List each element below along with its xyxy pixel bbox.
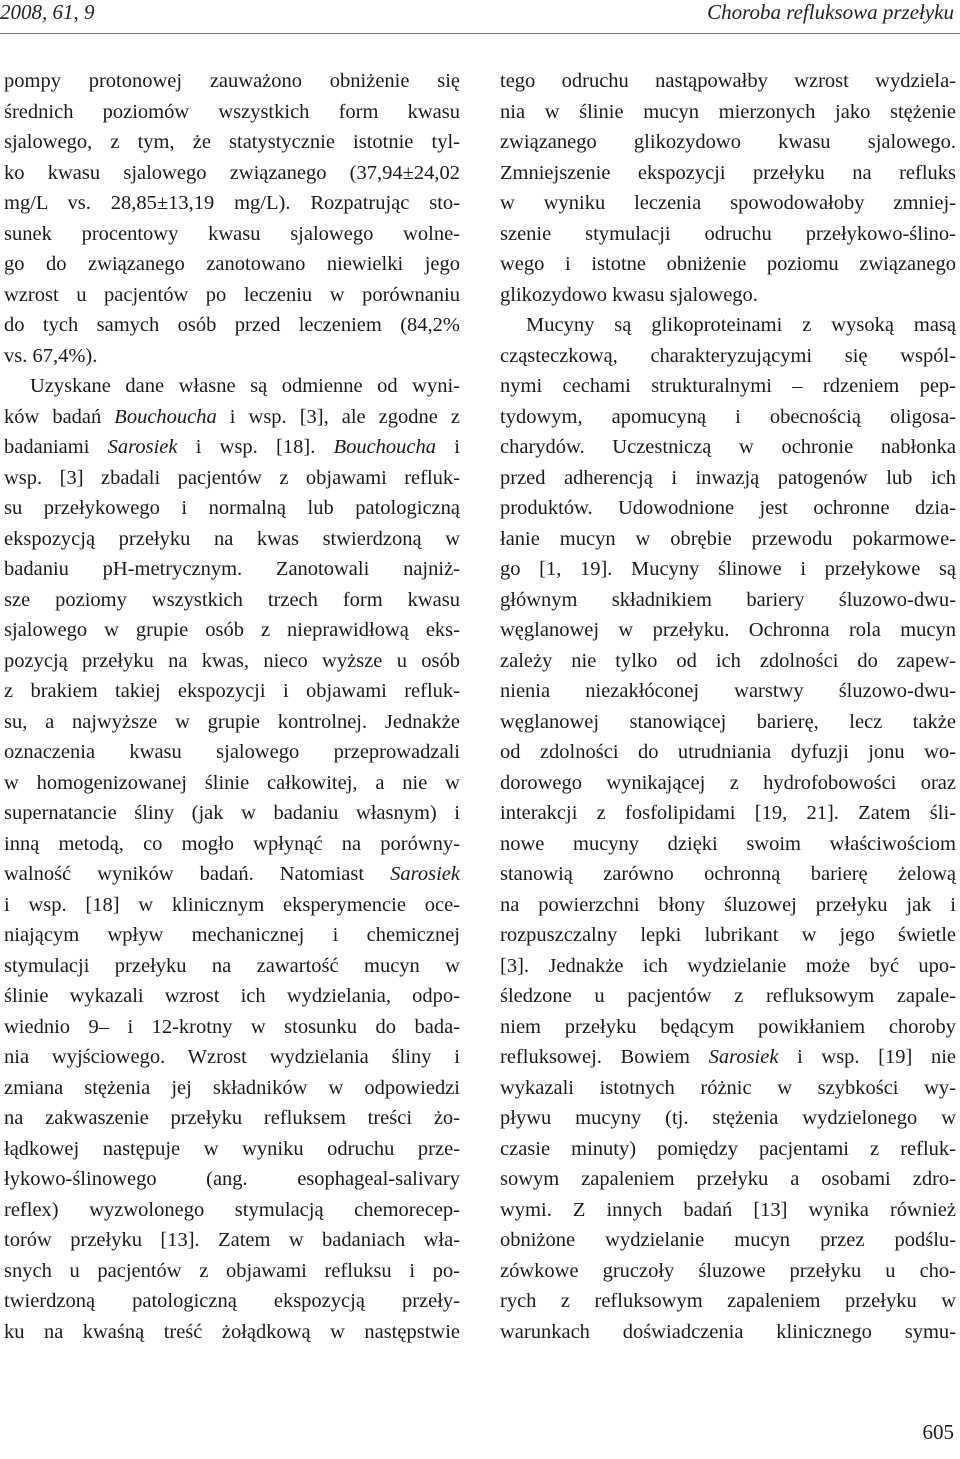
text-line [500, 1103, 956, 1134]
text-segment: i wsp. [18]. [177, 436, 334, 458]
text-segment: pływu mucyny (tj. stężenia wydzielonego w [500, 1107, 956, 1129]
text-line [4, 981, 460, 1012]
text-line [500, 859, 956, 890]
text-segment: vs. 67,4%). [4, 344, 98, 367]
text-line [4, 1225, 460, 1256]
text-segment: glikozydowo kwasu sjalowego. [500, 283, 758, 306]
text-line [500, 66, 956, 97]
text-segment: nienia niezakłóconej warstwy śluzowo-dwu- [500, 680, 956, 702]
text-segment: sjalowego w grupie osób z nieprawidłową eks- [4, 619, 460, 641]
text-segment: tydowym, apomucyną i obecnością oligosa- [500, 405, 956, 428]
text-segment: ślinie wykazali wzrost ich wydzielania, odpo- [4, 985, 460, 1007]
text-segment: w homogenizowanej ślinie całkowitej, a nie w [4, 771, 460, 794]
text-segment: i [436, 436, 460, 458]
text-line [4, 798, 460, 829]
text-segment: produktów. Udowodnione jest ochronne dzia- [500, 497, 956, 519]
text-segment: badaniami [4, 436, 108, 458]
text-line [500, 493, 956, 524]
text-line [500, 402, 956, 433]
text-line [4, 402, 460, 433]
text-segment: nowe mucyny dzięki swoim właściwościom [500, 832, 956, 855]
text-line [4, 1012, 460, 1043]
text-segment: i wsp. [3], ale zgodne z [216, 405, 460, 428]
text-segment: nymi cechami strukturalnymi – rdzeniem pep- [500, 375, 956, 397]
text-segment: go do związanego zanotowano niewielki jego [4, 253, 460, 275]
text-segment: wego i istotne obniżenie poziomu związanego [500, 253, 956, 275]
text-line [4, 158, 460, 189]
text-segment: nia w ślinie mucyn mierzonych jako stężenie [500, 100, 956, 123]
text-segment: inną metodą, co mogło wpłynąć na porówny- [4, 832, 460, 855]
text-line [4, 1042, 460, 1073]
text-line [500, 1073, 956, 1104]
running-header [0, 0, 960, 24]
text-line [4, 341, 460, 372]
text-segment: na powierzchni błony śluzowej przełyku jak i [500, 893, 956, 916]
text-line [4, 1256, 460, 1287]
text-segment: i wsp. [19] nie [778, 1046, 956, 1068]
text-segment: związanego glikozydowo kwasu sjalowego. [500, 131, 956, 153]
article-running-title: Choroba refluksowa przełyku [707, 0, 954, 24]
right-text-column [500, 66, 956, 1347]
text-line [4, 97, 460, 128]
text-segment: od zdolności do utrudniania dyfuzji jonu wo- [500, 741, 956, 763]
text-line [4, 829, 460, 860]
text-line [4, 1286, 460, 1317]
text-line [500, 920, 956, 951]
text-line [4, 585, 460, 616]
text-line [500, 890, 956, 921]
text-segment: rozpuszczalny lepki lubrikant w jego świetle [500, 924, 956, 946]
text-segment: niającym wpływ mechanicznej i chemicznej [4, 924, 460, 946]
text-segment: zależy nie tylko od ich zdolności do zapew- [500, 649, 956, 672]
text-line [500, 1012, 956, 1043]
text-segment: do tych samych osób przed leczeniem (84,2% [4, 314, 460, 336]
text-line [500, 615, 956, 646]
text-segment: śledzone u pacjentów z refluksowym zapale- [500, 985, 956, 1007]
text-line [500, 280, 956, 311]
text-segment: interakcji z fosfolipidami [19, 21]. Zatem śli- [500, 802, 956, 824]
text-segment: rych z refluksowym zapaleniem przełyku w [500, 1290, 956, 1312]
text-segment: wiednio 9– i 12-krotny w stosunku do bada- [4, 1015, 460, 1038]
left-text-column [4, 66, 460, 1347]
text-segment: obniżone wydzielanie mucyn przez podślu- [500, 1229, 956, 1251]
text-line [4, 676, 460, 707]
text-segment: wsp. [3] zbadali pacjentów z objawami refluk- [4, 466, 460, 489]
text-line [500, 981, 956, 1012]
text-segment: łanie mucyn w obrębie przewodu pokarmowe- [500, 527, 956, 550]
text-segment: stymulacji przełyku na zawartość mucyn w [4, 954, 460, 977]
text-segment: przed adherencją i inwazją patogenów lub ich [500, 466, 956, 489]
text-line [4, 920, 460, 951]
text-line [4, 463, 460, 494]
text-line [4, 310, 460, 341]
text-line [4, 432, 460, 463]
text-segment: Mucyny są glikoproteinami z wysoką masą [526, 314, 956, 336]
text-segment: stanowią zarówno ochronną barierę żelową [500, 863, 956, 885]
text-line [500, 707, 956, 738]
text-line [500, 432, 956, 463]
text-segment: i wsp. [18] w klinicznym eksperymencie oce- [4, 893, 460, 916]
text-line [500, 97, 956, 128]
text-line [500, 127, 956, 158]
text-segment: z brakiem takiej ekspozycji i objawami refluk- [4, 680, 460, 702]
text-segment: [3]. Jednakże ich wydzielanie może być upo- [500, 954, 956, 977]
text-line [500, 829, 956, 860]
author-name: Bouchoucha [114, 405, 217, 428]
text-segment: sowym zapaleniem przełyku a osobami zdro- [500, 1168, 956, 1190]
text-segment: węglanowej w przełyku. Ochronna rola mucyn [500, 619, 956, 641]
text-line [500, 676, 956, 707]
author-name: Sarosiek [390, 863, 460, 885]
text-segment: supernatancie śliny (jak w badaniu własnym) i [4, 802, 460, 824]
text-segment: snych u pacjentów z objawami refluksu i po- [4, 1259, 460, 1282]
text-segment: Zmniejszenie ekspozycji przełyku na refluks [500, 161, 956, 184]
text-line [500, 188, 956, 219]
text-segment: w wyniku leczenia spowodowałoby zmniej- [500, 192, 956, 214]
text-segment: ko kwasu sjalowego związanego (37,94±24,02 [4, 161, 460, 184]
text-segment: na zakwaszenie przełyku refluksem treści żo- [4, 1107, 460, 1129]
text-line [4, 768, 460, 799]
text-line [4, 66, 460, 97]
text-segment: twierdzoną patologiczną ekspozycją przeły- [4, 1290, 460, 1312]
text-line [4, 280, 460, 311]
text-segment: oznaczenia kwasu sjalowego przeprowadzali [4, 741, 460, 763]
text-line [500, 768, 956, 799]
text-segment: go [1, 19]. Mucyny ślinowe i przełykowe są [500, 558, 956, 580]
text-segment: warunkach doświadczenia klinicznego symu- [500, 1320, 956, 1343]
text-line [4, 707, 460, 738]
text-line [4, 1103, 460, 1134]
text-line [4, 737, 460, 768]
text-segment: walność wyników badań. Natomiast [4, 863, 391, 885]
text-segment: refluksowej. Bowiem [500, 1046, 709, 1068]
text-segment: łykowo-ślinowego (ang. esophageal-salivary [4, 1168, 460, 1190]
text-line [4, 1164, 460, 1195]
text-segment: węglanowej stanowiącej barierę, lecz także [500, 710, 956, 733]
text-segment: badaniu pH-metrycznym. Zanotowali najniż- [4, 558, 460, 580]
text-segment: Uzyskane dane własne są odmienne od wyni- [30, 375, 460, 397]
page-number: 605 [922, 1420, 954, 1444]
text-line [4, 859, 460, 890]
text-line [4, 1317, 460, 1348]
text-segment: su przełykowego i normalną lub patologiczną [4, 497, 460, 519]
text-line [500, 1256, 956, 1287]
text-line [4, 524, 460, 555]
author-name: Sarosiek [107, 436, 178, 458]
text-segment: czasie minuty) pomiędzy pacjentami z refluk- [500, 1137, 956, 1160]
text-line [500, 463, 956, 494]
text-line [500, 341, 956, 372]
text-line [500, 737, 956, 768]
journal-issue: 2008, 61, 9 [0, 0, 95, 24]
text-segment: mg/L vs. 28,85±13,19 mg/L). Rozpatrując sto- [4, 192, 460, 214]
text-line [4, 1073, 460, 1104]
text-segment: wzrost u pacjentów po leczeniu w porównaniu [4, 283, 460, 306]
text-line [4, 249, 460, 280]
text-line [4, 646, 460, 677]
text-line [4, 493, 460, 524]
text-line [4, 554, 460, 585]
text-line [500, 310, 956, 341]
text-line [500, 1225, 956, 1256]
text-line [500, 646, 956, 677]
text-line [500, 1164, 956, 1195]
text-line [4, 890, 460, 921]
text-line [500, 1317, 956, 1348]
text-segment: niem przełyku będącym powikłaniem choroby [500, 1015, 956, 1038]
text-line [500, 524, 956, 555]
text-segment: szenie stymulacji odruchu przełykowo-ślino- [500, 222, 956, 245]
text-segment: sjalowego, z tym, że statystycznie istotnie tyl- [4, 131, 460, 153]
text-segment: wymi. Z innych badań [13] wynika również [500, 1198, 956, 1221]
header-rule [0, 33, 960, 34]
text-segment: pompy protonowej zauważono obniżenie się [4, 70, 460, 92]
text-segment: su, a najwyższe w grupie kontrolnej. Jednakże [4, 710, 460, 733]
text-segment: nia wyjściowego. Wzrost wydzielania śliny i [4, 1046, 460, 1068]
text-line [4, 1195, 460, 1226]
text-line [4, 127, 460, 158]
text-line [500, 798, 956, 829]
text-line [500, 554, 956, 585]
text-line [500, 371, 956, 402]
text-segment: wykazali istotnych różnic w szybkości wy- [500, 1076, 956, 1099]
text-line [500, 1134, 956, 1165]
text-line [4, 951, 460, 982]
text-line [4, 219, 460, 250]
text-segment: głównym składnikiem bariery śluzowo-dwu- [500, 588, 956, 611]
text-segment: zmiana stężenia jej składników w odpowiedzi [4, 1076, 460, 1099]
text-segment: ków badań [4, 405, 115, 428]
text-line [500, 1195, 956, 1226]
text-segment: dorowego wynikającej z hydrofobowości oraz [500, 771, 956, 794]
text-segment: sze poziomy wszystkich trzech form kwasu [4, 588, 460, 611]
author-name: Sarosiek [708, 1046, 779, 1068]
text-segment: tego odruchu nastąpowałby wzrost wydziela- [500, 70, 956, 92]
text-line [500, 219, 956, 250]
text-line [500, 951, 956, 982]
text-line [500, 1286, 956, 1317]
text-segment: średnich poziomów wszystkich form kwasu [4, 100, 460, 123]
text-segment: ekspozycją przełyku na kwas stwierdzoną w [4, 527, 460, 550]
text-segment: charydów. Uczestniczą w ochronie nabłonka [500, 436, 956, 458]
text-segment: sunek procentowy kwasu sjalowego wolne- [4, 222, 460, 245]
author-name: Bouchoucha [333, 436, 437, 458]
text-line [500, 585, 956, 616]
text-segment: zówkowe gruczoły śluzowe przełyku u cho- [500, 1259, 956, 1282]
text-segment: torów przełyku [13]. Zatem w badaniach wła- [4, 1229, 460, 1251]
text-line [4, 615, 460, 646]
text-segment: ku na kwaśną treść żołądkową w następstwie [4, 1320, 460, 1343]
text-segment: reflex) wyzwolonego stymulacją chemorecep- [4, 1198, 460, 1221]
text-line [4, 1134, 460, 1165]
text-segment: cząsteczkową, charakteryzującymi się wspól- [500, 344, 956, 367]
text-line [500, 249, 956, 280]
text-line [500, 1042, 956, 1073]
text-segment: pozycją przełyku na kwas, nieco wyższe u osób [4, 649, 460, 672]
text-segment: łądkowej następuje w wyniku odruchu prze- [4, 1137, 460, 1160]
text-line [500, 158, 956, 189]
text-line [4, 371, 460, 402]
text-line [4, 188, 460, 219]
